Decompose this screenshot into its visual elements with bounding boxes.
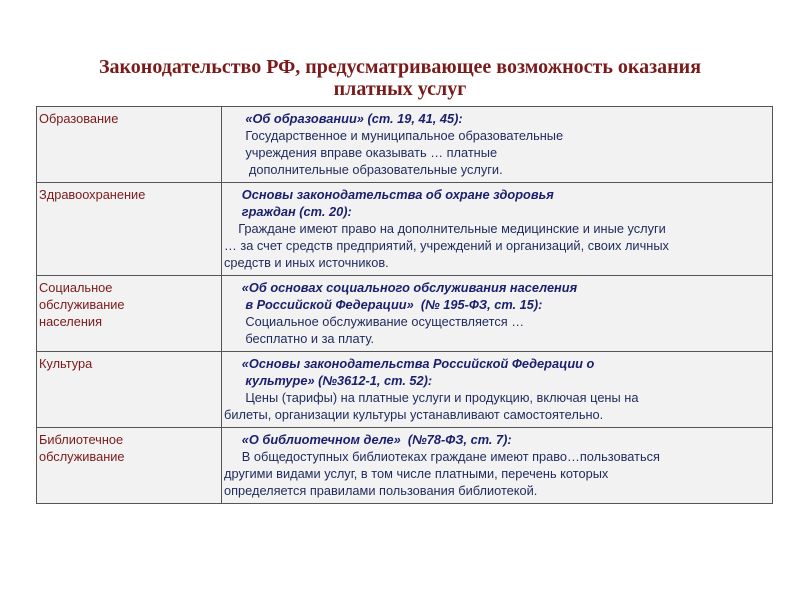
table-row-culture <box>37 352 773 428</box>
title-line-1: Законодательство РФ, предусматривающее возможность оказания <box>98 56 702 78</box>
law-text: другими видами услуг, в том числе платными, перечень которых <box>224 466 609 481</box>
category-cell <box>37 107 222 183</box>
law-text: дополнительные образовательные услуги. <box>224 162 503 177</box>
law-text: средств и иных источников. <box>224 255 389 270</box>
category-cell <box>37 428 222 504</box>
law-cell <box>222 107 773 183</box>
table-row-library <box>37 428 773 504</box>
law-title: культуре» (№3612-1, ст. 52): <box>224 373 433 388</box>
category-label: Культура <box>39 356 93 371</box>
law-text: Социальное обслуживание осуществляется … <box>224 314 525 329</box>
title-line-2: платных услуг <box>333 78 467 100</box>
law-text: Цены (тарифы) на платные услуги и продукцию, включая цены на <box>224 390 639 405</box>
law-cell <box>222 428 773 504</box>
law-text: учреждения вправе оказывать … платные <box>224 145 498 160</box>
law-text: Государственное и муниципальное образовательные <box>224 128 564 143</box>
law-title: «Об образовании» (ст. 19, 41, 45): <box>224 111 463 126</box>
law-title: граждан (ст. 20): <box>224 204 352 219</box>
law-text: … за счет средств предприятий, учреждений и организаций, своих личных <box>224 238 669 253</box>
table-row-social-services <box>37 276 773 352</box>
law-text: В общедоступных библиотеках граждане имеют право…пользоваться <box>224 449 660 464</box>
category-label: Библиотечное <box>39 432 124 447</box>
table-row-healthcare <box>37 183 773 276</box>
law-title: в Российской Федерации» (№ 195-ФЗ, ст. 15): <box>224 297 543 312</box>
law-text: Граждане имеют право на дополнительные медицинские и иные услуги <box>224 221 666 236</box>
law-title: «Основы законодательства Российской Федерации о <box>224 356 595 371</box>
law-title: «Об основах социального обслуживания населения <box>224 280 578 295</box>
law-cell <box>222 276 773 352</box>
law-text: определяется правилами пользования библиотекой. <box>224 483 538 498</box>
category-label: обслуживание <box>39 449 125 464</box>
law-cell <box>222 352 773 428</box>
law-title: Основы законодательства об охране здоровья <box>224 187 554 202</box>
category-label: Здравоохранение <box>39 187 146 202</box>
page-title <box>30 56 770 100</box>
table-row-education <box>37 107 773 183</box>
category-cell <box>37 276 222 352</box>
law-cell <box>222 183 773 276</box>
category-cell <box>37 352 222 428</box>
category-label: населения <box>39 314 103 329</box>
law-text: билеты, организации культуры устанавливают самостоятельно. <box>224 407 604 422</box>
law-text: бесплатно и за плату. <box>224 331 375 346</box>
category-label: обслуживание <box>39 297 125 312</box>
category-cell <box>37 183 222 276</box>
category-label: Образование <box>39 111 119 126</box>
law-title: «О библиотечном деле» (№78-ФЗ, ст. 7): <box>224 432 512 447</box>
laws-table <box>36 106 773 504</box>
category-label: Социальное <box>39 280 113 295</box>
